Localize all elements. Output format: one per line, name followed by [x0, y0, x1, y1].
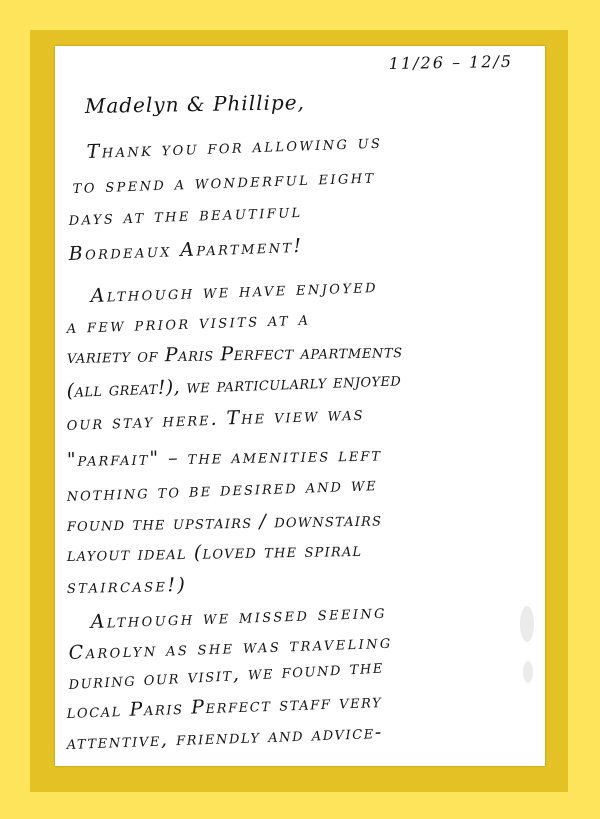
letter-line: staircase!): [66, 573, 188, 598]
handwritten-letter: [55, 46, 545, 766]
letter-line: Bordeaux Apartment!: [68, 234, 304, 265]
letter-line: during our visit, we found the: [67, 655, 385, 694]
letter-line: local Paris Perfect staff very: [66, 689, 383, 723]
letter-line: our stay here. The view was: [66, 402, 365, 435]
paper-smudge: [523, 661, 533, 683]
letter-line: variety of Paris Perfect apartments: [66, 340, 403, 368]
letter-line: Although we missed seeing: [90, 600, 388, 633]
letter-line: found the upstairs / downstairs: [66, 508, 383, 536]
letter-line: Although we have enjoyed: [90, 274, 379, 307]
letter-line: days at the beautiful: [68, 199, 303, 230]
letter-line: (all great!), we particularly enjoyed: [66, 368, 402, 402]
letter-salutation: Madelyn & Phillipe,: [84, 90, 306, 118]
letter-line: layout ideal (loved the spiral: [66, 538, 363, 566]
letter-line: Thank you for allowing us: [86, 130, 383, 163]
paper-smudge: [520, 606, 534, 642]
letter-line: to spend a wonderful eight: [72, 165, 376, 198]
letter-line: "parfait" – the amenities left: [66, 443, 383, 471]
letter-line: attentive, friendly and advice-: [66, 720, 384, 754]
letter-line: a few prior visits at a: [66, 307, 311, 338]
letter-line: nothing to be desired and we: [66, 473, 379, 506]
letter-line: Carolyn as she was traveling: [68, 630, 394, 664]
letter-date: 11/26 – 12/5: [388, 51, 514, 74]
